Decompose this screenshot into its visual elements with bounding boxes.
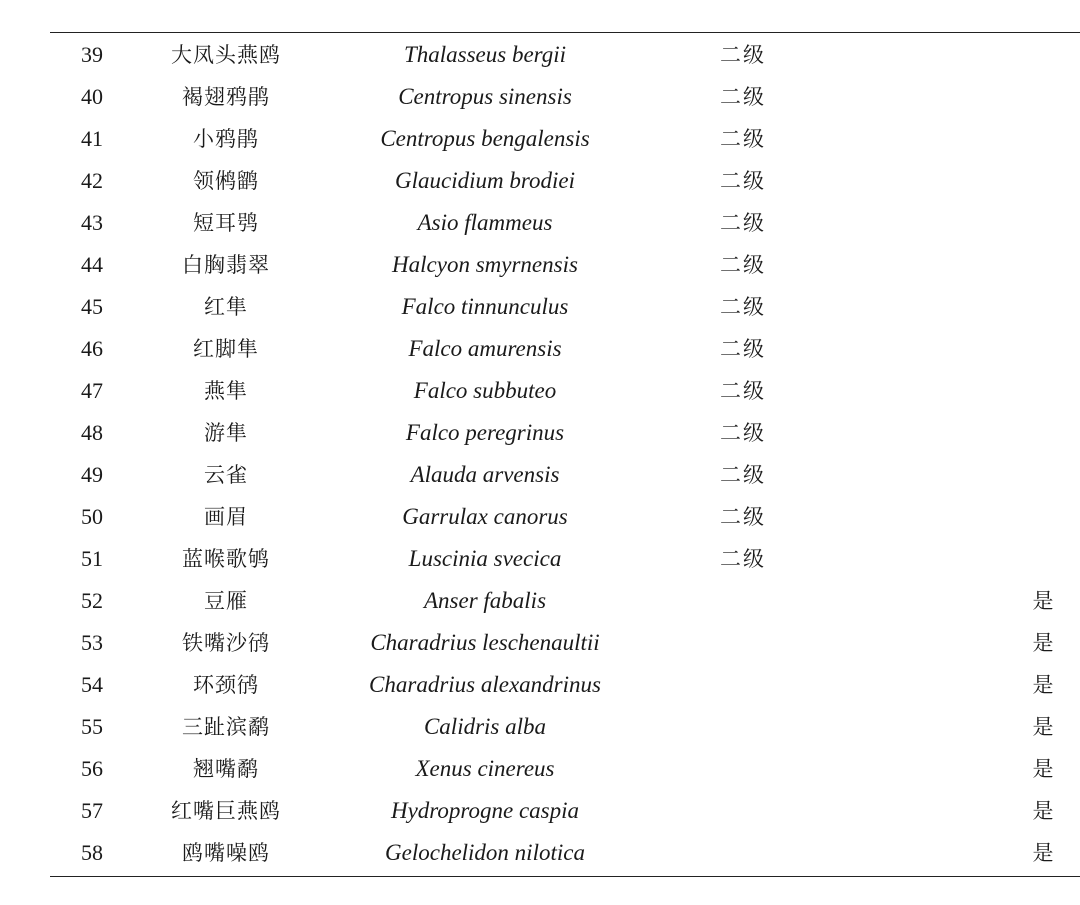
- chinese-name: 云雀: [204, 463, 248, 487]
- flag-value: [1018, 496, 1068, 538]
- row-number: 57: [81, 798, 103, 823]
- flag-value: [1018, 244, 1068, 286]
- table-row: [0, 202, 1080, 244]
- chinese-name: 大凤头燕鸥: [171, 43, 281, 67]
- scientific-name: Xenus cinereus: [415, 756, 555, 781]
- table-row: [0, 160, 1080, 202]
- table-row: [0, 622, 1080, 664]
- species-table: [0, 34, 1080, 874]
- table-row: [0, 118, 1080, 160]
- protection-level: 二级: [720, 421, 766, 445]
- protection-level: 二级: [720, 547, 766, 571]
- scientific-name: Centropus bengalensis: [380, 126, 590, 151]
- chinese-name: 红嘴巨燕鸥: [171, 799, 281, 823]
- table-row: [0, 244, 1080, 286]
- chinese-name: 白胸翡翠: [182, 253, 270, 277]
- scientific-name: Falco amurensis: [408, 336, 562, 361]
- scientific-name: Hydroprogne caspia: [390, 798, 580, 823]
- row-number: 46: [81, 336, 103, 361]
- table-row: [0, 412, 1080, 454]
- chinese-name: 短耳鸮: [193, 211, 259, 235]
- scientific-name: Garrulax canorus: [402, 504, 568, 529]
- scientific-name: Luscinia svecica: [408, 546, 562, 571]
- chinese-name: 小鸦鹃: [193, 127, 259, 151]
- chinese-name: 燕隼: [204, 379, 248, 403]
- table-row: [0, 286, 1080, 328]
- protection-level: 二级: [720, 253, 766, 277]
- row-number: 43: [81, 210, 103, 235]
- table-row: [0, 538, 1080, 580]
- protection-level: 二级: [720, 505, 766, 529]
- chinese-name: 褐翅鸦鹃: [182, 85, 270, 109]
- table-row: [0, 748, 1080, 790]
- table-row: [0, 496, 1080, 538]
- protection-level: [700, 664, 786, 706]
- chinese-name: 环颈鸻: [193, 673, 259, 697]
- row-number: 50: [81, 504, 103, 529]
- scientific-name: Anser fabalis: [423, 588, 547, 613]
- flag-value: [1018, 538, 1068, 580]
- flag-value: 是: [1032, 631, 1054, 655]
- table-row: [0, 34, 1080, 76]
- chinese-name: 三趾滨鹬: [182, 715, 270, 739]
- flag-value: [1018, 118, 1068, 160]
- chinese-name: 翘嘴鹬: [193, 757, 259, 781]
- row-number: 52: [81, 588, 103, 613]
- scientific-name: Centropus sinensis: [398, 84, 572, 109]
- row-number: 45: [81, 294, 103, 319]
- row-number: 41: [81, 126, 103, 151]
- protection-level: 二级: [720, 295, 766, 319]
- chinese-name: 豆雁: [204, 589, 248, 613]
- chinese-name: 游隼: [204, 421, 248, 445]
- row-number: 42: [81, 168, 103, 193]
- row-number: 54: [81, 672, 103, 697]
- protection-level: 二级: [720, 85, 766, 109]
- scientific-name: Thalasseus bergii: [403, 42, 567, 67]
- protection-level: 二级: [720, 127, 766, 151]
- chinese-name: 红脚隼: [193, 337, 259, 361]
- flag-value: [1018, 160, 1068, 202]
- scientific-name: Calidris alba: [423, 714, 547, 739]
- protection-level: 二级: [720, 43, 766, 67]
- protection-level: [700, 580, 786, 622]
- row-number: 47: [81, 378, 103, 403]
- row-number: 39: [81, 42, 103, 67]
- protection-level: [700, 748, 786, 790]
- table-row: [0, 664, 1080, 706]
- protection-level: [700, 622, 786, 664]
- table-row: [0, 454, 1080, 496]
- protection-level: 二级: [720, 169, 766, 193]
- chinese-name: 鸥嘴噪鸥: [182, 841, 270, 865]
- table-row: [0, 706, 1080, 748]
- row-number: 56: [81, 756, 103, 781]
- row-number: 40: [81, 84, 103, 109]
- row-number: 53: [81, 630, 103, 655]
- scientific-name: Falco tinnunculus: [401, 294, 569, 319]
- flag-value: [1018, 370, 1068, 412]
- scientific-name: Asio flammeus: [417, 210, 553, 235]
- protection-level: 二级: [720, 463, 766, 487]
- protection-level: [700, 706, 786, 748]
- scientific-name: Gelochelidon nilotica: [385, 840, 585, 865]
- chinese-name: 蓝喉歌鸲: [182, 547, 270, 571]
- chinese-name: 画眉: [204, 505, 248, 529]
- flag-value: 是: [1032, 589, 1054, 613]
- table-row: [0, 328, 1080, 370]
- table-row: [0, 370, 1080, 412]
- protection-level: [700, 832, 786, 874]
- table-row: [0, 76, 1080, 118]
- flag-value: 是: [1032, 757, 1054, 781]
- row-number: 58: [81, 840, 103, 865]
- row-number: 51: [81, 546, 103, 571]
- protection-level: 二级: [720, 337, 766, 361]
- flag-value: [1018, 34, 1068, 76]
- table-row: [0, 580, 1080, 622]
- protection-level: 二级: [720, 211, 766, 235]
- scientific-name: Halcyon smyrnensis: [392, 252, 578, 277]
- flag-value: [1018, 76, 1068, 118]
- table-row: [0, 832, 1080, 874]
- scientific-name: Falco subbuteo: [413, 378, 557, 403]
- table-bottom-rule: [50, 876, 1080, 877]
- chinese-name: 红隼: [204, 295, 248, 319]
- table-top-rule: [50, 32, 1080, 33]
- flag-value: [1018, 202, 1068, 244]
- flag-value: [1018, 286, 1068, 328]
- protection-level: [700, 790, 786, 832]
- chinese-name: 领鸺鹠: [193, 169, 259, 193]
- flag-value: [1018, 412, 1068, 454]
- table-row: [0, 790, 1080, 832]
- scientific-name: Glaucidium brodiei: [395, 168, 575, 193]
- scientific-name: Charadrius alexandrinus: [369, 672, 601, 697]
- flag-value: [1018, 328, 1068, 370]
- flag-value: 是: [1032, 715, 1054, 739]
- row-number: 49: [81, 462, 103, 487]
- flag-value: 是: [1032, 673, 1054, 697]
- flag-value: 是: [1032, 799, 1054, 823]
- flag-value: [1018, 454, 1068, 496]
- chinese-name: 铁嘴沙鸻: [182, 631, 270, 655]
- row-number: 44: [81, 252, 103, 277]
- flag-value: 是: [1032, 841, 1054, 865]
- protection-level: 二级: [720, 379, 766, 403]
- row-number: 48: [81, 420, 103, 445]
- row-number: 55: [81, 714, 103, 739]
- scientific-name: Charadrius leschenaultii: [370, 630, 600, 655]
- scientific-name: Falco peregrinus: [405, 420, 565, 445]
- scientific-name: Alauda arvensis: [410, 462, 560, 487]
